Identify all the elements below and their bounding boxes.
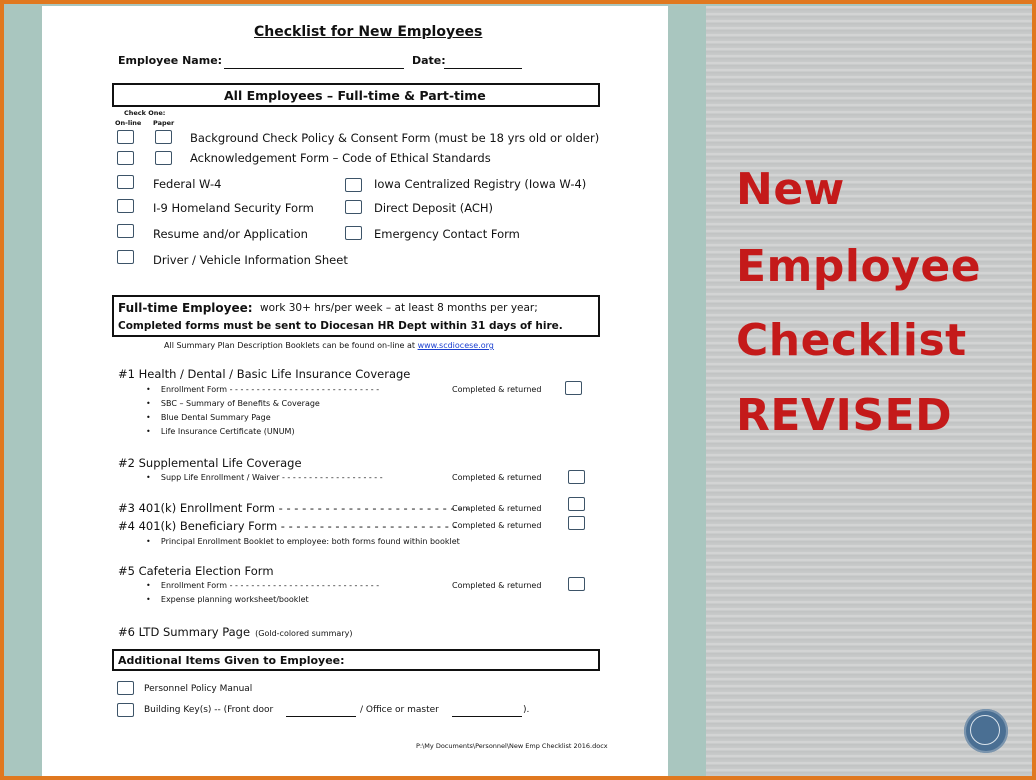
fulltime-description: work 30+ hrs/per week – at least 8 months per year; (260, 302, 538, 314)
section-5-worksheet-text: Expense planning worksheet/booklet (160, 595, 309, 604)
section-5-enrollment-text: Enrollment Form - - - - - - - - - - - - - - - - - - - - - - - - - - - - (160, 581, 380, 590)
emergency-contact-item: Emergency Contact Form (374, 227, 520, 241)
i9-item: I-9 Homeland Security Form (153, 201, 314, 215)
section-1-dental: • Blue Dental Summary Page (146, 413, 271, 422)
section-5-completed: Completed & returned (452, 581, 542, 590)
resume-checkbox[interactable] (117, 224, 134, 238)
section-1-life-text: Life Insurance Certificate (UNUM) (160, 427, 295, 436)
iowa-registry-checkbox[interactable] (345, 178, 362, 192)
policy-manual-checkbox[interactable] (117, 681, 134, 695)
building-keys-checkbox[interactable] (117, 703, 134, 717)
section-2-heading: #2 Supplemental Life Coverage (118, 456, 302, 470)
section-1-completed-checkbox[interactable] (565, 381, 582, 395)
section-5-heading: #5 Cafeteria Election Form (118, 564, 274, 578)
section-1-heading: #1 Health / Dental / Basic Life Insurance Coverage (118, 367, 411, 381)
section-5-worksheet: • Expense planning worksheet/booklet (146, 595, 309, 604)
driver-checkbox[interactable] (117, 250, 134, 264)
driver-item: Driver / Vehicle Information Sheet (153, 253, 348, 267)
section-6-heading: #6 LTD Summary Page (118, 625, 251, 639)
slide-title-line-2: Employee (736, 241, 982, 292)
direct-deposit-item: Direct Deposit (ACH) (374, 201, 494, 215)
date-label: Date: (412, 54, 446, 67)
slide-title-panel (706, 6, 1032, 776)
additional-items-box (112, 649, 600, 671)
employee-name-label: Employee Name: (118, 54, 223, 67)
acknowledgement-paper-checkbox[interactable] (155, 151, 172, 165)
section-1-sbc-text: SBC – Summary of Benefits & Coverage (160, 399, 320, 408)
scdiocese-link[interactable]: www.scdiocese.org (417, 341, 494, 350)
section-all-employees-title: All Employees – Full-time & Part-time (224, 88, 486, 103)
document-title: Checklist for New Employees (254, 24, 483, 40)
section-4-heading: #4 401(k) Beneficiary Form - - - - - - - - - - - - - - - - - - - - - - - (118, 519, 457, 533)
section-3-completed-checkbox[interactable] (568, 497, 585, 511)
checklist-document (42, 6, 668, 776)
nav-ring-icon (970, 715, 1000, 745)
i9-checkbox[interactable] (117, 199, 134, 213)
section-4-booklet-text: Principal Enrollment Booklet to employee: both forms found within booklet (160, 537, 460, 546)
acknowledgement-online-checkbox[interactable] (117, 151, 134, 165)
resume-item: Resume and/or Application (153, 227, 308, 241)
section-all-employees-box (112, 83, 600, 107)
acknowledgement-item: Acknowledgement Form – Code of Ethical Standards (190, 151, 491, 165)
building-keys-office: / Office or master (360, 705, 439, 715)
employee-name-line (224, 68, 404, 69)
slide-title-line-3: Checklist (736, 315, 967, 366)
section-2-enrollment: • Supp Life Enrollment / Waiver - - - - - - - - - - - - - - - - - - - (146, 473, 383, 482)
date-line (444, 68, 522, 69)
fulltime-deadline: Completed forms must be sent to Diocesan HR Dept within 31 days of hire. (118, 320, 563, 332)
section-1-enrollment-text: Enrollment Form - - - - - - - - - - - - - - - - - - - - - - - - - - - - (160, 385, 380, 394)
policy-manual-item: Personnel Policy Manual (144, 684, 253, 694)
section-4-completed: Completed & returned (452, 521, 542, 530)
slide-title-line-1: New (736, 164, 845, 215)
office-key-line (452, 716, 522, 717)
federal-w4-item: Federal W-4 (153, 177, 222, 191)
section-1-sbc: • SBC – Summary of Benefits & Coverage (146, 399, 320, 408)
check-one-label: Check One: (124, 109, 166, 117)
section-1-completed: Completed & returned (452, 385, 542, 394)
section-2-completed-checkbox[interactable] (568, 470, 585, 484)
booklets-text: All Summary Plan Description Booklets can be found on-line at (164, 341, 416, 350)
booklets-note (164, 341, 494, 350)
section-6-note: (Gold-colored summary) (255, 629, 353, 638)
section-2-completed: Completed & returned (452, 473, 542, 482)
direct-deposit-checkbox[interactable] (345, 200, 362, 214)
section-5-completed-checkbox[interactable] (568, 577, 585, 591)
background-paper-checkbox[interactable] (155, 130, 172, 144)
slide-nav-button[interactable] (964, 709, 1008, 753)
footer-file-path: P:\My Documents\Personnel\New Emp Checklist 2016.docx (416, 742, 608, 750)
fulltime-box (112, 295, 600, 337)
paper-column-label: Paper (153, 119, 175, 127)
online-column-label: On-line (115, 119, 142, 127)
section-2-enrollment-text: Supp Life Enrollment / Waiver - - - - - - - - - - - - - - - - - - - (160, 473, 383, 482)
section-5-enrollment: • Enrollment Form - - - - - - - - - - - - - - - - - - - - - - - - - - - - (146, 581, 380, 590)
background-online-checkbox[interactable] (117, 130, 134, 144)
section-3-completed: Completed & returned (452, 504, 542, 513)
emergency-contact-checkbox[interactable] (345, 226, 362, 240)
section-6 (118, 621, 352, 640)
section-1-enrollment: • Enrollment Form - - - - - - - - - - - - - - - - - - - - - - - - - - - - (146, 385, 380, 394)
additional-items-heading: Additional Items Given to Employee: (118, 654, 345, 667)
building-keys-label: Building Key(s) -- (Front door (144, 705, 274, 715)
section-4-booklet: • Principal Enrollment Booklet to employee: both forms found within booklet (146, 537, 460, 546)
background-check-item: Background Check Policy & Consent Form (must be 18 yrs old or older) (190, 131, 600, 145)
slide-title-line-4: REVISED (736, 390, 953, 441)
building-keys-end: ). (523, 705, 530, 715)
fulltime-heading: Full-time Employee: (118, 301, 253, 315)
iowa-registry-item: Iowa Centralized Registry (Iowa W-4) (374, 177, 587, 191)
front-door-line (286, 716, 356, 717)
federal-w4-checkbox[interactable] (117, 175, 134, 189)
section-3-heading: #3 401(k) Enrollment Form - - - - - - - - - - - - - - - - - - - - - - - - - (118, 501, 471, 515)
section-4-completed-checkbox[interactable] (568, 516, 585, 530)
section-1-life: • Life Insurance Certificate (UNUM) (146, 427, 295, 436)
section-1-dental-text: Blue Dental Summary Page (160, 413, 271, 422)
